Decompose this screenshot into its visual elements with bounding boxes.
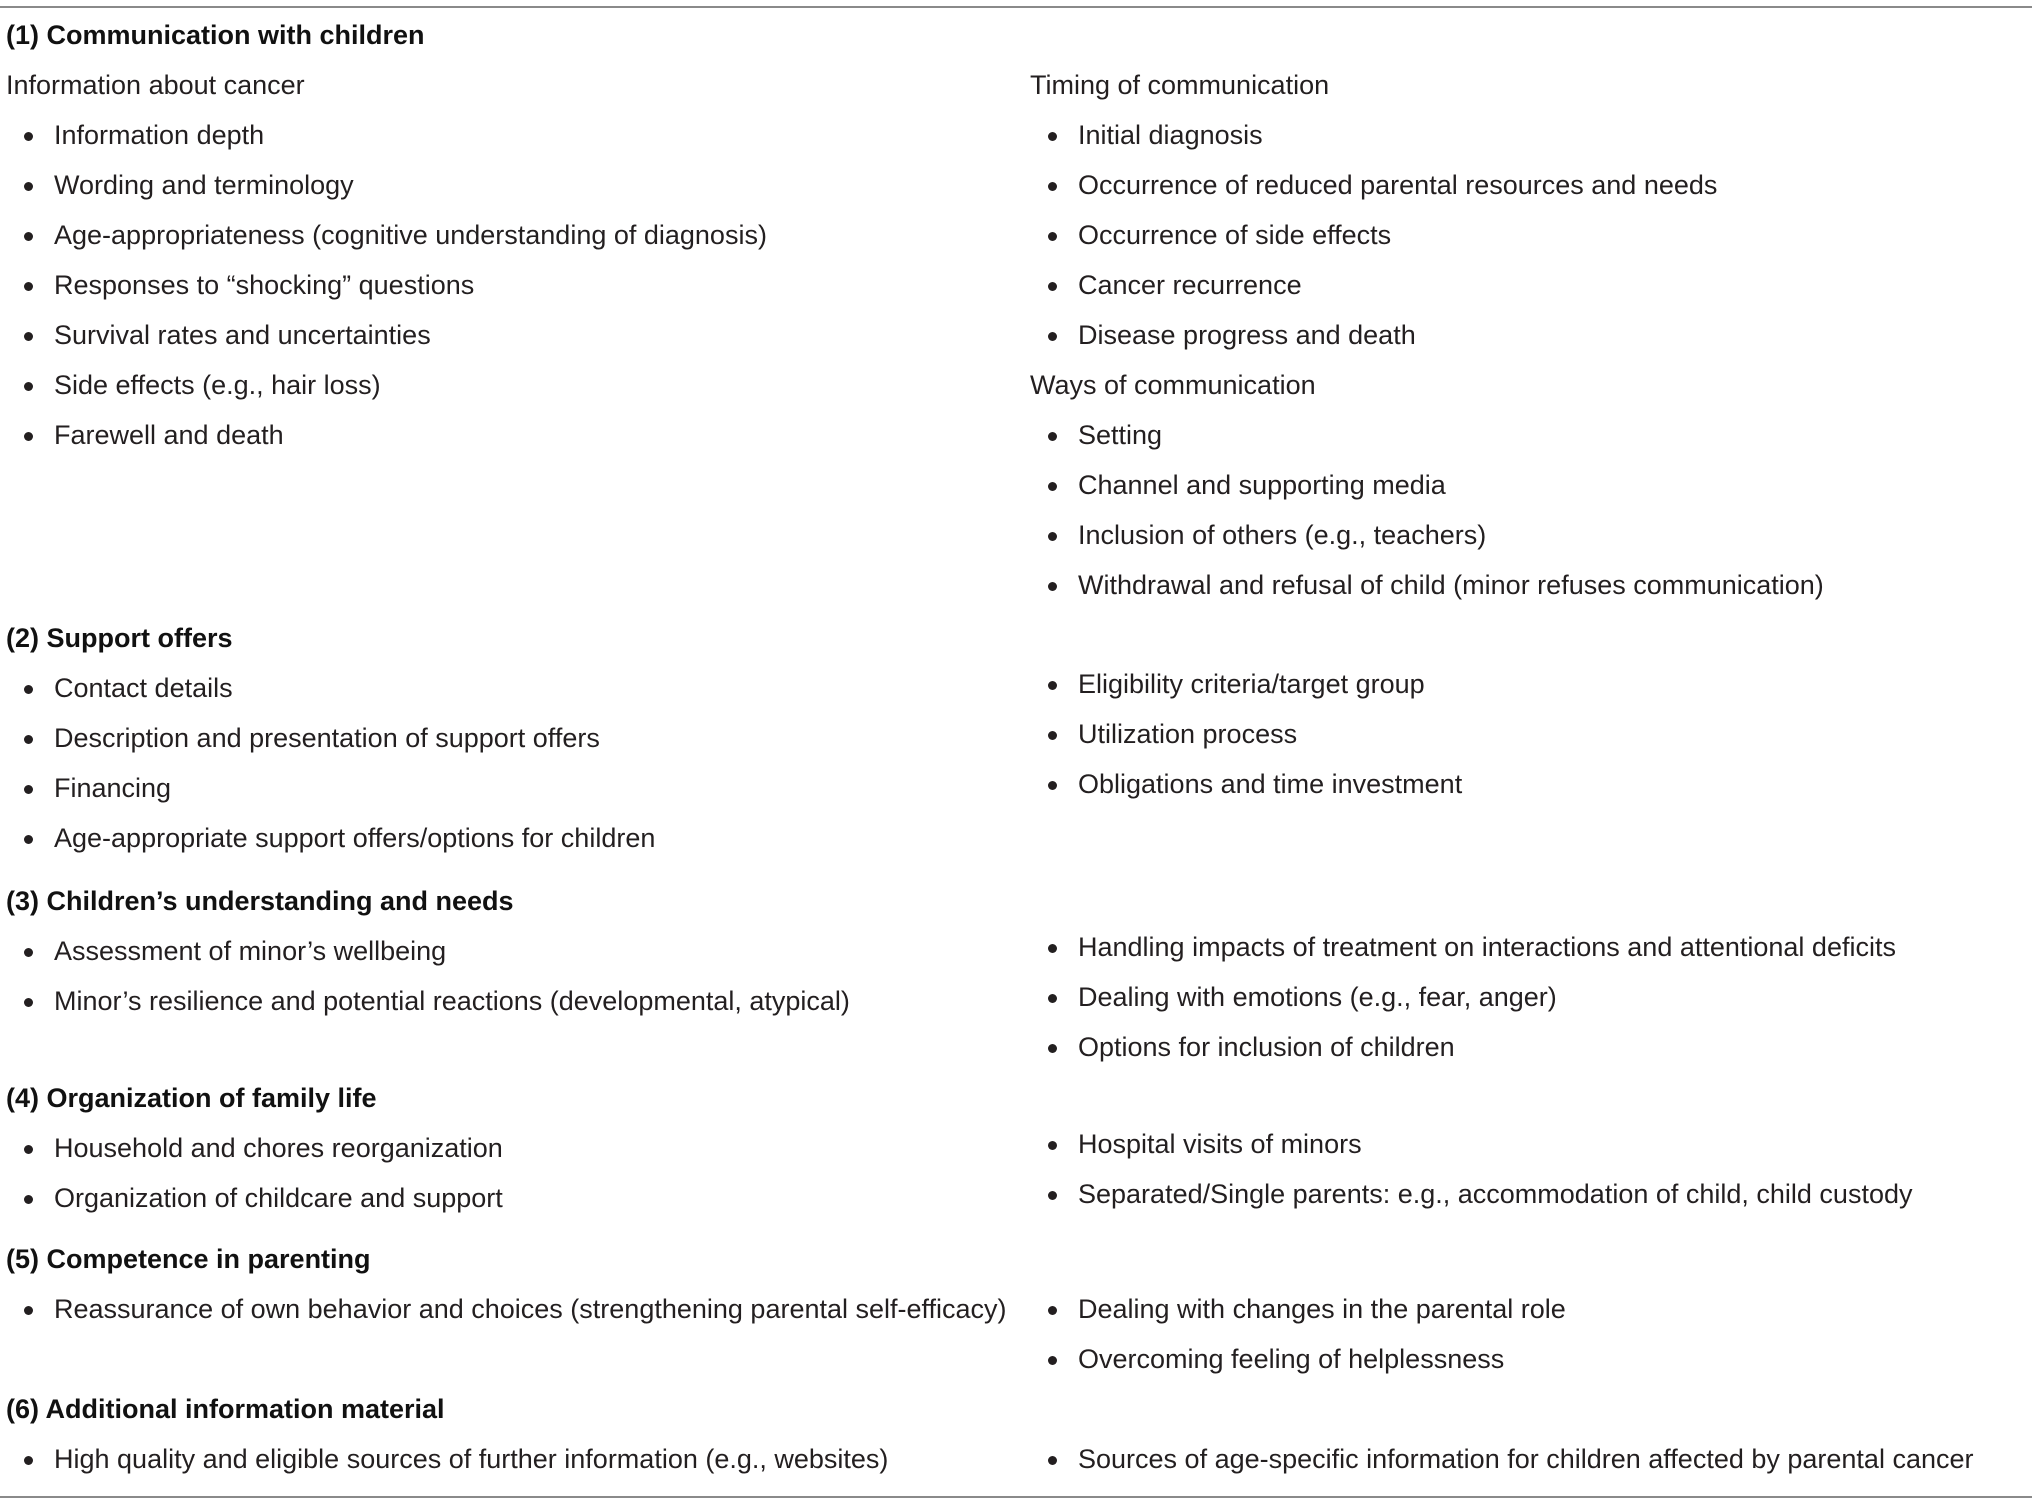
bullet-icon: [1048, 1356, 1057, 1365]
bullet-icon: [1048, 1456, 1057, 1465]
table-bottom-rule: [0, 1496, 2032, 1498]
bullet-icon: [24, 1195, 33, 1204]
bullet-icon: [24, 282, 33, 291]
bullet-icon: [1048, 332, 1057, 341]
bullet-icon: [24, 948, 33, 957]
bullet-icon: [24, 685, 33, 694]
section-6-heading: (6) Additional information material: [6, 1394, 445, 1424]
bullet-icon: [1048, 182, 1057, 191]
bullet-icon: [1048, 482, 1057, 491]
bullet-icon: [1048, 132, 1057, 141]
bullet-icon: [1048, 532, 1057, 541]
bullet-icon: [24, 432, 33, 441]
section-1-right-subheading-timing: Timing of communication: [1030, 70, 1330, 100]
bullet-icon: [1048, 1044, 1057, 1053]
section-1-left-subheading: Information about cancer: [6, 70, 305, 100]
section-2-heading: (2) Support offers: [6, 623, 233, 653]
section-1-right-subheading-ways: Ways of communication: [1030, 370, 1316, 400]
bullet-icon: [24, 382, 33, 391]
bullet-icon: [1048, 282, 1057, 291]
bullet-icon: [1048, 432, 1057, 441]
bullet-icon: [24, 1145, 33, 1154]
bullet-icon: [1048, 944, 1057, 953]
section-5-heading: (5) Competence in parenting: [6, 1244, 371, 1274]
bullet-icon: [24, 785, 33, 794]
bullet-icon: [24, 835, 33, 844]
bullet-icon: [1048, 1306, 1057, 1315]
bullet-icon: [1048, 781, 1057, 790]
table-top-rule: [0, 6, 2032, 8]
bullet-icon: [24, 1306, 33, 1315]
bullet-icon: [24, 232, 33, 241]
bullet-icon: [1048, 731, 1057, 740]
section-3-heading: (3) Children’s understanding and needs: [6, 886, 514, 916]
section-4-heading: (4) Organization of family life: [6, 1083, 377, 1113]
bullet-icon: [24, 182, 33, 191]
bullet-icon: [1048, 582, 1057, 591]
bullet-icon: [24, 1456, 33, 1465]
bullet-icon: [24, 132, 33, 141]
bullet-icon: [24, 735, 33, 744]
bullet-icon: [1048, 1141, 1057, 1150]
bullet-icon: [1048, 232, 1057, 241]
bullet-icon: [1048, 1191, 1057, 1200]
bullet-icon: [1048, 681, 1057, 690]
bullet-icon: [1048, 994, 1057, 1003]
bullet-icon: [24, 332, 33, 341]
section-1-heading: (1) Communication with children: [6, 20, 425, 50]
bullet-icon: [24, 998, 33, 1007]
